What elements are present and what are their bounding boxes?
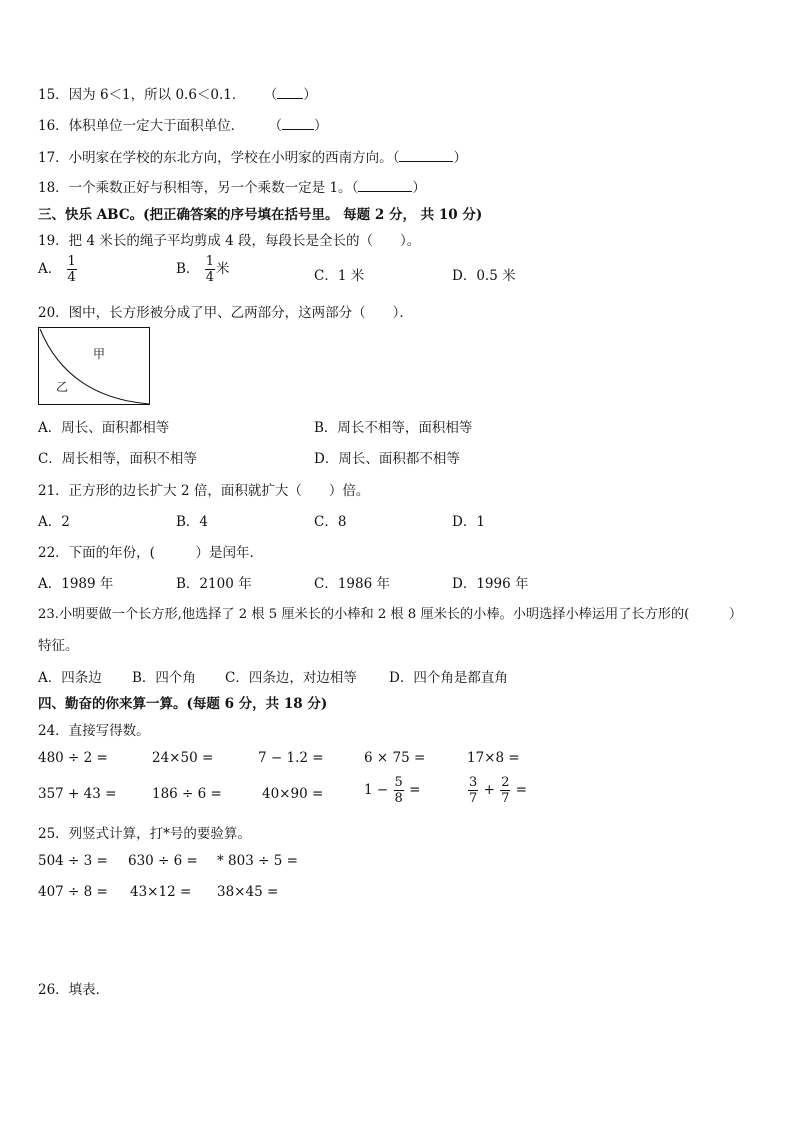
option-a[interactable]: A．周长、面积都相等 xyxy=(38,420,170,436)
figure-label-jia: 甲 xyxy=(93,347,106,361)
option-c[interactable]: C．8 xyxy=(314,514,347,530)
question-17: 17．小明家在学校的东北方向，学校在小明家的西南方向。（ ） xyxy=(38,150,467,166)
option-b[interactable]: B． $\frac{1}{4}$ 米 xyxy=(176,254,230,285)
question-25: 25．列竖式计算，打*号的要验算。 xyxy=(38,826,251,842)
section-heading-4: 四、勤奋的你来算一算。(每题 6 分，共 18 分) xyxy=(38,696,328,712)
calc-item: 407 ÷ 8 = xyxy=(38,884,108,900)
calc-item-fraction: 1 − $\frac{5}{8}$ = xyxy=(364,775,421,806)
calc-item: 630 ÷ 6 = xyxy=(128,853,198,869)
question-18: 18．一个乘数正好与积相等，另一个乘数一定是 1。（ ） xyxy=(38,180,426,196)
option-a[interactable]: A．四条边 xyxy=(38,670,102,686)
calc-item: 38×45 = xyxy=(217,884,279,900)
fraction: $\frac{5}{8}$ xyxy=(394,775,403,806)
option-b[interactable]: B．4 xyxy=(176,514,209,530)
question-20: 20．图中，长方形被分成了甲、乙两部分，这两部分（ ）． xyxy=(38,305,413,321)
answer-blank[interactable] xyxy=(277,86,303,99)
fraction: $\frac{3}{7}$ xyxy=(469,775,478,806)
option-a[interactable]: A． $\frac{1}{4}$ xyxy=(38,254,76,285)
answer-blank[interactable] xyxy=(282,117,314,130)
calc-item: 480 ÷ 2 = xyxy=(38,750,108,766)
question-21: 21．正方形的边长扩大 2 倍，面积就扩大（ ）倍。 xyxy=(38,483,370,499)
option-b[interactable]: B．四个角 xyxy=(132,670,196,686)
option-a[interactable]: A．1989 年 xyxy=(38,576,114,592)
calc-item: 186 ÷ 6 = xyxy=(152,786,222,802)
option-c[interactable]: C．四条边，对边相等 xyxy=(225,670,357,686)
figure-label-yi: 乙 xyxy=(56,380,69,394)
question-23-continued: 特征。 xyxy=(38,638,79,654)
option-c[interactable]: C．1986 年 xyxy=(314,576,390,592)
question-22: 22．下面的年份，( ）是闰年． xyxy=(38,545,263,561)
option-d[interactable]: D．1 xyxy=(452,514,485,530)
question-24: 24．直接写得数。 xyxy=(38,723,150,739)
calc-item: 40×90 = xyxy=(262,786,324,802)
option-c[interactable]: C．周长相等，面积不相等 xyxy=(38,451,197,467)
calc-item: 7 − 1.2 = xyxy=(258,750,324,766)
option-d[interactable]: D．周长、面积都不相等 xyxy=(314,451,460,467)
option-c[interactable]: C．1 米 xyxy=(314,268,365,284)
calc-item: * 803 ÷ 5 = xyxy=(217,853,298,869)
question-23: 23.小明要做一个长方形,他选择了 2 根 5 厘米长的小棒和 2 根 8 厘米长的小棒。小明选择小棒运用了长方形的( ） xyxy=(38,607,743,622)
calc-item: 17×8 = xyxy=(467,750,520,766)
rectangle-figure xyxy=(38,327,150,405)
option-d[interactable]: D．1996 年 xyxy=(452,576,529,592)
option-b[interactable]: B．周长不相等，面积相等 xyxy=(314,420,473,436)
section-heading-3: 三、快乐 ABC。(把正确答案的序号填在括号里。 每题 2 分， 共 10 分) xyxy=(38,207,483,223)
fraction: $\frac{1}{4}$ xyxy=(67,254,76,285)
question-26: 26．填表． xyxy=(38,982,110,998)
calc-item-fraction: $\frac{3}{7}$ + $\frac{2}{7}$ = xyxy=(469,775,528,806)
question-19: 19．把 4 米长的绳子平均剪成 4 段，每段长是全长的（ ）。 xyxy=(38,233,421,249)
calc-item: 357 + 43 = xyxy=(38,786,117,802)
fraction: $\frac{2}{7}$ xyxy=(501,775,510,806)
question-15: 15．因为 6＜1，所以 0.6＜0.1． （ ） xyxy=(38,87,317,103)
answer-blank[interactable] xyxy=(358,179,412,192)
option-b[interactable]: B．2100 年 xyxy=(176,576,252,592)
calc-item: 43×12 = xyxy=(130,884,192,900)
answer-blank[interactable] xyxy=(399,149,453,162)
calc-item: 6 × 75 = xyxy=(364,750,426,766)
fraction: $\frac{1}{4}$ xyxy=(205,254,214,285)
option-a[interactable]: A．2 xyxy=(38,514,70,530)
calc-item: 24×50 = xyxy=(152,750,214,766)
calc-item: 504 ÷ 3 = xyxy=(38,853,108,869)
option-d[interactable]: D．四个角是都直角 xyxy=(389,670,508,686)
option-d[interactable]: D．0.5 米 xyxy=(452,268,516,284)
question-16: 16．体积单位一定大于面积单位． （ ） xyxy=(38,118,328,134)
